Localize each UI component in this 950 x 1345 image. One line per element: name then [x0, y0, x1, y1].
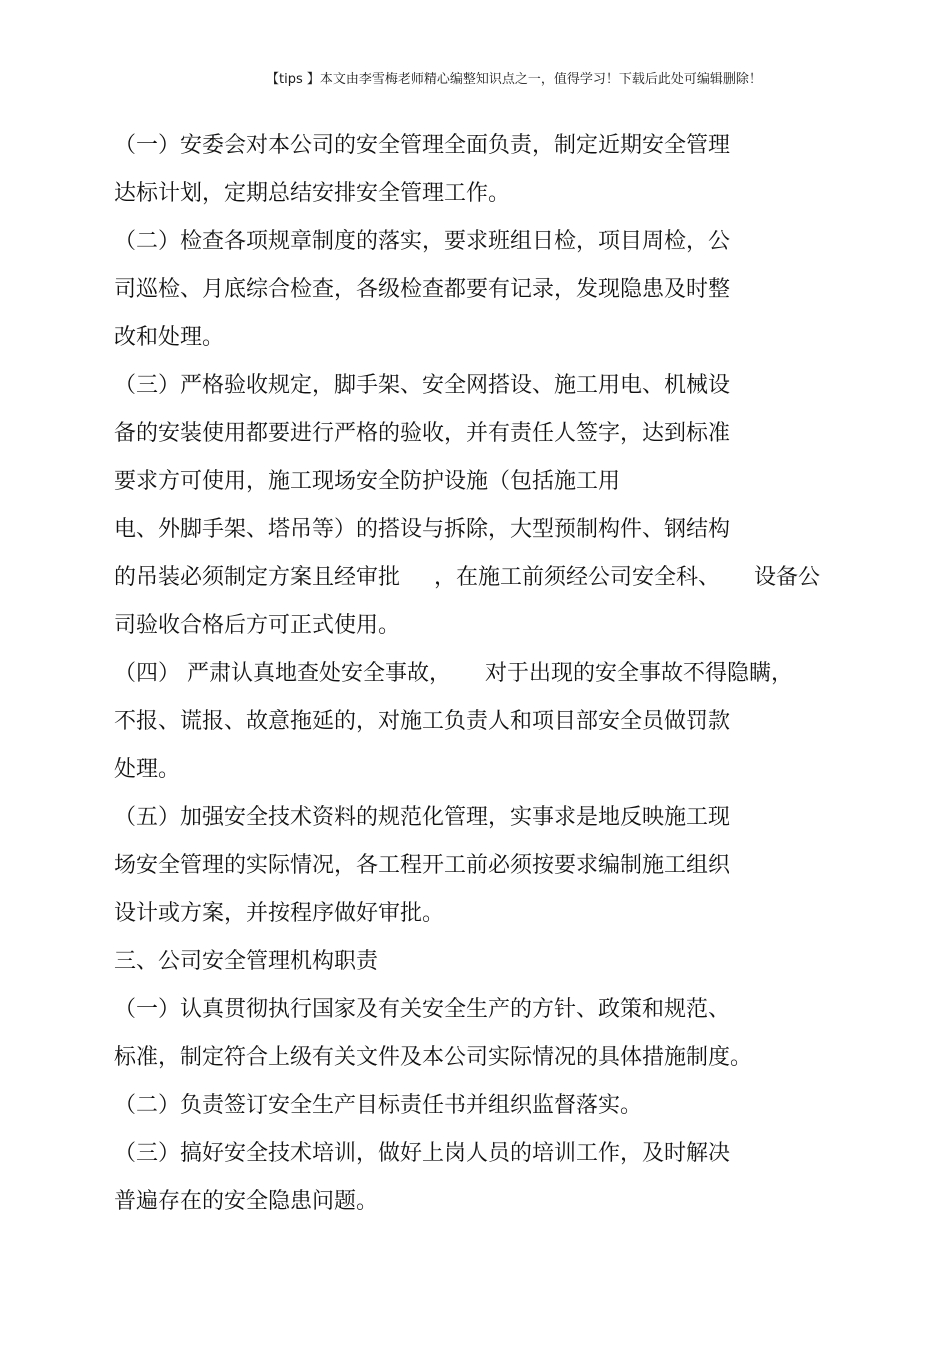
- text-line: [114, 560, 874, 608]
- text-line: [114, 656, 874, 704]
- text-line: （五）加强安全技术资料的规范化管理，实事求是地反映施工现: [114, 805, 731, 830]
- text-line: 要求方可使用，施工现场安全防护设施（包括施工用: [114, 469, 621, 494]
- text-line: 达标计划，定期总结安排安全管理工作。: [114, 181, 511, 206]
- text-line: 场安全管理的实际情况，各工程开工前必须按要求编制施工组织: [114, 853, 731, 878]
- text-line: 改和处理。: [114, 325, 225, 350]
- text-line: 标准，制定符合上级有关文件及本公司实际情况的具体措施制度。: [114, 1045, 753, 1070]
- document-body: [114, 128, 874, 1232]
- text-line: 电、外脚手架、塔吊等）的搭设与拆除，大型预制构件、钢结构: [114, 517, 731, 542]
- tips-header: 【tips 】本文由李雪梅老师精心编整知识点之一，值得学习！下载后此处可编辑删除！: [266, 72, 762, 87]
- text-segment: 的吊装必须制定方案且经审批: [114, 565, 401, 590]
- text-segment: 设备公: [754, 565, 821, 590]
- text-line: （一）认真贯彻执行国家及有关安全生产的方针、政策和规范、: [114, 997, 731, 1022]
- text-segment: 对于出现的安全事故不得隐瞒，: [485, 661, 794, 686]
- text-line: 备的安装使用都要进行严格的验收，并有责任人签字，达到标准: [114, 421, 731, 446]
- text-segment: ，在施工前须经公司安全科、: [434, 565, 721, 590]
- text-line: 设计或方案，并按程序做好审批。: [114, 901, 445, 926]
- text-line: 普遍存在的安全隐患问题。: [114, 1189, 379, 1214]
- text-line: （三）搞好安全技术培训，做好上岗人员的培训工作，及时解决: [114, 1141, 731, 1166]
- section-heading: 三、公司安全管理机构职责: [114, 949, 379, 974]
- text-line: （二）检查各项规章制度的落实，要求班组日检，项目周检，公: [114, 229, 731, 254]
- text-line: （三）严格验收规定，脚手架、安全网搭设、施工用电、机械设: [114, 373, 731, 398]
- text-line: 司巡检、月底综合检查，各级检查都要有记录，发现隐患及时整: [114, 277, 731, 302]
- text-line: （一）安委会对本公司的安全管理全面负责，制定近期安全管理: [114, 133, 731, 158]
- text-segment: （四） 严肃认真地查处安全事故，: [114, 661, 451, 686]
- text-line: （二）负责签订安全生产目标责任书并组织监督落实。: [114, 1093, 643, 1118]
- text-line: 处理。: [114, 757, 181, 782]
- text-line: 不报、谎报、故意拖延的，对施工负责人和项目部安全员做罚款: [114, 709, 731, 734]
- text-line: 司验收合格后方可正式使用。: [114, 613, 401, 638]
